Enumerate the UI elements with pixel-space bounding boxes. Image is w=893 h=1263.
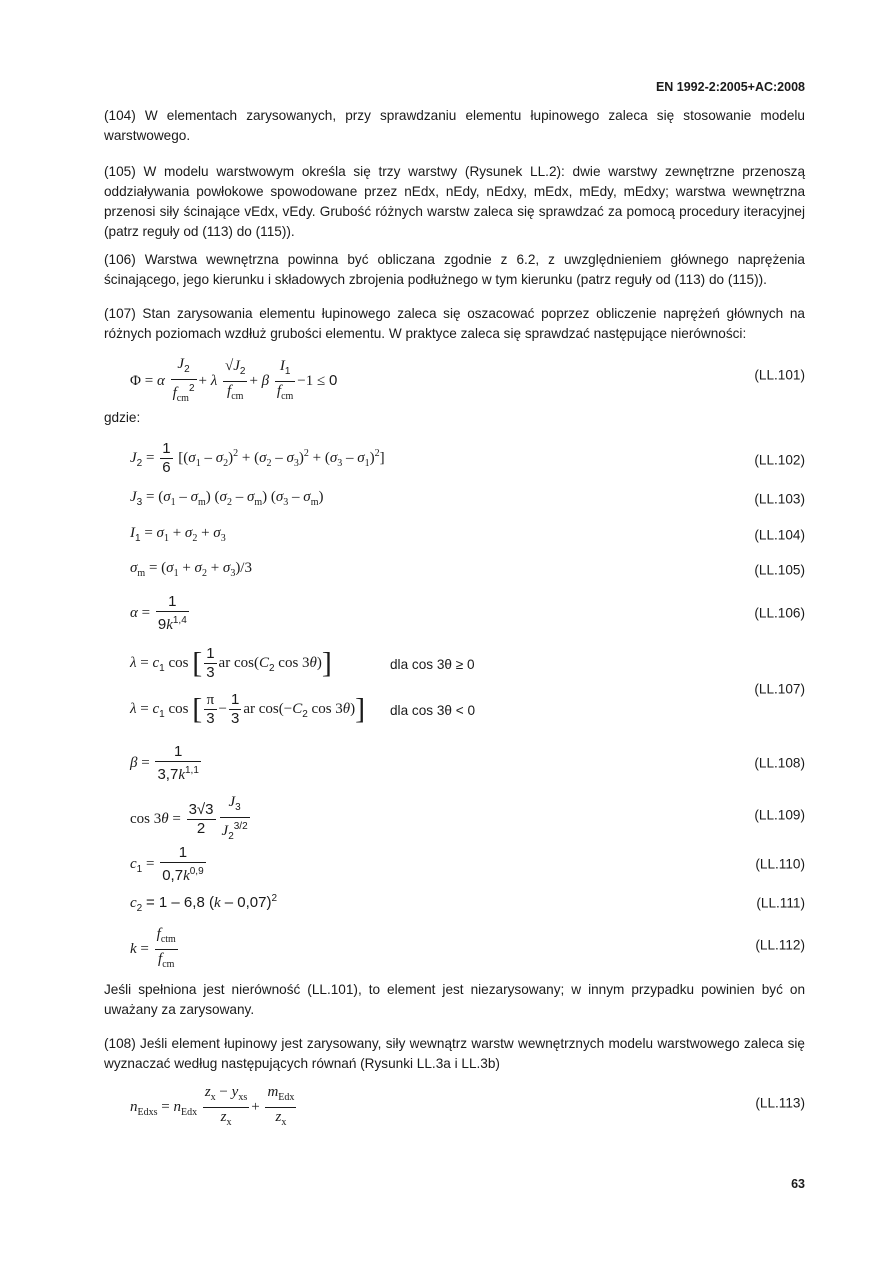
equation-ll110-formula: $c_1$ = $\frac{1}{0,7k^{0,9}}$ bbox=[130, 844, 204, 884]
equation-number: (LL.107) bbox=[754, 681, 805, 697]
condition-positive: dla cos 3θ ≥ 0 bbox=[390, 657, 475, 672]
equation-number: (LL.111) bbox=[756, 895, 805, 911]
equation-ll104-formula: $I_1 = \sigma_1 + \sigma_2 + \sigma_3$ bbox=[130, 525, 226, 544]
equation-ll112-formula: k = $\frac{f_{ctm}}{f_{cm}}$ bbox=[130, 926, 176, 970]
equation-ll106-formula: α = $\frac{1}{9k^{1,4}}$ bbox=[130, 593, 187, 633]
paragraph-106: (106) Warstwa wewnętrzna powinna być obliczana zgodnie z 6.2, z uwzględnieniem głównego naprężenia ścinającego, jego kierunku i składowych zbrojenia podłużnego w tym kierunku (patrz reguły od (113) do (115)). bbox=[104, 252, 805, 287]
equation-number: (LL.106) bbox=[754, 605, 805, 621]
equation-ll113-formula: $n_{Edxs} = n_{Edx}$ $\frac{z_x - y_{xs}}{z_x}$ + $\frac{m_{Edx}}{z_x}$ bbox=[130, 1084, 295, 1128]
equation-ll107-formula-a: $\lambda = c_1$ cos [ $\frac{1}{3}$ ar $\cos(C_2$ cos 3θ)] bbox=[130, 645, 332, 681]
equation-number: (LL.109) bbox=[754, 807, 805, 823]
equation-ll101-formula: Φ = α $\frac{J_2}{f_{cm}^2}$ + λ $\frac{√J_2}{f_{cm}}$ + β $\frac{I_1}{f_{cm}}$ −1 ≤ 0 bbox=[130, 356, 338, 404]
paragraph-jesli: Jeśli spełniona jest nierówność (LL.101), to element jest niezarysowany; w innym przypadku powinien być on uważany za zarysowany. bbox=[104, 982, 805, 1017]
equation-number: (LL.101) bbox=[754, 367, 805, 383]
equation-ll108 bbox=[130, 743, 805, 783]
equation-ll105 bbox=[130, 554, 805, 586]
document-id-header: EN 1992-2:2005+AC:2008 bbox=[655, 80, 805, 94]
equation-number: (LL.102) bbox=[754, 452, 805, 468]
equation-number: (LL.105) bbox=[754, 562, 805, 578]
equation-ll112 bbox=[130, 925, 805, 970]
equation-ll103-formula: $J_3 = (\sigma_1 - \sigma_m)$ $(\sigma_2 - \sigma_m)$ $(\sigma_3 - \sigma_m)$ bbox=[130, 489, 324, 508]
equation-ll105-formula: $\sigma_m = (\sigma_1 + \sigma_2 + \sigma_3)/3$ bbox=[130, 560, 252, 579]
equation-ll107-formula-b: $\lambda = c_1$ cos [ $\frac{\pi}{3}$ − $\frac{1}{3}$ ar $\cos(-C_2$ cos 3θ)] bbox=[130, 691, 366, 727]
equation-ll109-formula: cos 3θ = $\frac{3√3}{2}$ $\frac{J_3}{J_2^{3/2}}$ bbox=[130, 794, 248, 842]
paragraph-105: (105) W modelu warstwowym określa się trzy warstwy (Rysunek LL.2): dwie warstwy zewnętrzne przenoszą oddziaływania powłokowe spowodowane przez nEdx, nEdy, nEdxy, mEdx, mEdy, mEdxy; warstwa wewnętrzna przenosi siły ścinające vEdx, vEdy. Grubość różnych warstw zaleca się sprawdzać za pomocą procedury iteracyjnej (patrz reguły od (113) do (115)). bbox=[104, 164, 805, 239]
equation-ll102-formula: $J_2$ = $\frac{1}{6}$ $[(\sigma_1 - \sigma_2)^2 + (\sigma_2 - \sigma_3)^2 + (\sigma_3 - \sigma_1)^2]$ bbox=[130, 440, 385, 476]
equation-ll111 bbox=[130, 889, 805, 917]
paragraph-104: (104) W elementach zarysowanych, przy sprawdzaniu elementu łupinowego zaleca się stosowanie modelu warstwowego. bbox=[104, 108, 805, 143]
equation-ll101 bbox=[130, 355, 805, 404]
gdzie-label: gdzie: bbox=[104, 410, 141, 425]
equation-ll109 bbox=[130, 793, 805, 842]
equation-number: (LL.108) bbox=[754, 755, 805, 771]
equation-ll106 bbox=[130, 593, 805, 633]
equation-number: (LL.113) bbox=[755, 1095, 805, 1111]
paragraph-108: (108) Jeśli element łupinowy jest zarysowany, siły wewnątrz warstw wewnętrznych modelu warstwowego zaleca się wyznaczać według następujących równań (Rysunki LL.3a i LL.3b) bbox=[104, 1036, 805, 1071]
condition-negative: dla cos 3θ < 0 bbox=[390, 703, 476, 718]
equation-number: (LL.103) bbox=[754, 491, 805, 507]
equation-ll103 bbox=[130, 483, 805, 515]
equation-ll110 bbox=[130, 844, 805, 884]
equation-ll107 bbox=[130, 645, 805, 733]
equation-ll104 bbox=[130, 519, 805, 551]
equation-ll108-formula: β = $\frac{1}{3,7k^{1,1}}$ bbox=[130, 743, 199, 783]
equation-ll111-formula: $c_2 = 1 - 6,8$ (k – 0,07)$^2$ bbox=[130, 893, 278, 914]
equation-number: (LL.110) bbox=[755, 856, 805, 872]
equation-ll113 bbox=[130, 1083, 805, 1128]
equation-ll102 bbox=[130, 440, 805, 480]
page-number: 63 bbox=[791, 1177, 805, 1191]
equation-number: (LL.104) bbox=[754, 527, 805, 543]
paragraph-107: (107) Stan zarysowania elementu łupinowego zaleca się oszacować poprzez obliczenie naprężeń głównych na różnych poziomach wzdłuż grubości elementu. W praktyce zaleca się sprawdzać następujące nierówności: bbox=[104, 306, 805, 341]
equation-number: (LL.112) bbox=[755, 937, 805, 953]
